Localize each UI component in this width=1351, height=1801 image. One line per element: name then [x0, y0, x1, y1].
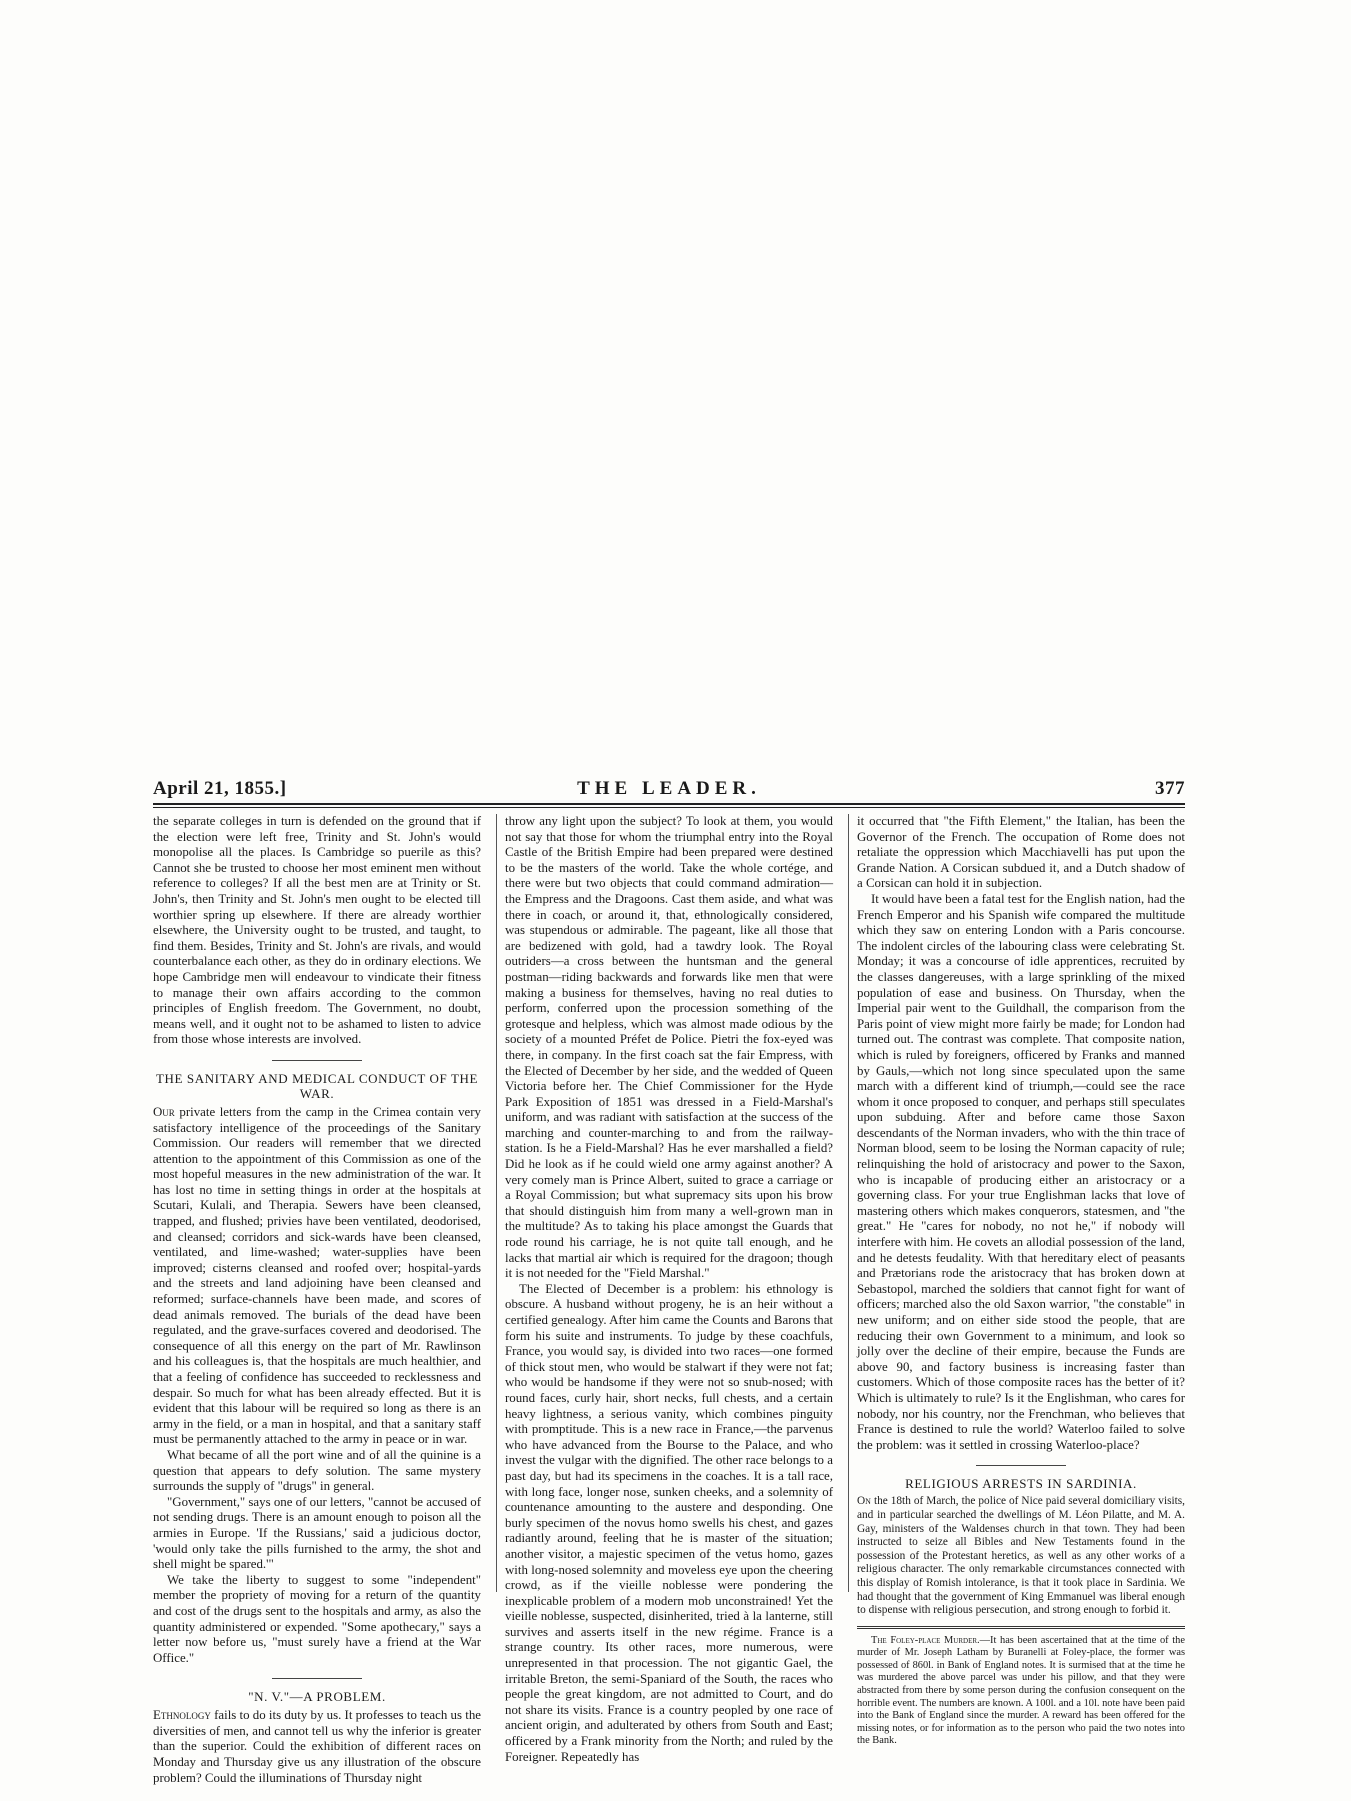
- header-rule-thin: [153, 807, 1185, 808]
- paragraph-fifth-element: it occurred that "the Fifth Element," the Italian, has been the Governor of the French. The occupation of Rome does not retaliate the oppression which Macchiavelli has put upon the Grande Nation. A Corsican subdued it, and a Dutch shadow of a Corsican can hold it in subjection.: [857, 814, 1185, 891]
- lead-word: Our: [153, 1104, 175, 1119]
- section-separator: [976, 1465, 1066, 1466]
- page-header: [153, 778, 1185, 800]
- paragraph-sanitary: [153, 1105, 481, 1448]
- section-separator: [272, 1678, 362, 1679]
- note-text: —It has been ascertained that at the time of the murder of Mr. Joseph Latham by Buranelli at Foley-place, the former was possessed of 860l. in Bank of England notes. It is surmised that at the time he was murdered the above parcel was under his pillow, and that they were abstracted from there by some person during the confusion consequent on the horrible event. The numbers are known. A 100l. and a 10l. note have been paid into the Bank of England since the murder. A reward has been offered for the missing notes, or for information as to the person who paid the two notes into the Bank.: [857, 1634, 1185, 1747]
- paragraph-fatal-test: It would have been a fatal test for the English nation, had the French Emperor and his Spanish wife compared the multitude which they saw on entering London with a Paris concourse. The indolent circles of the labouring class were celebrating St. Monday; it was a concourse of idle apprentices, recruited by the classes dangereuses, with a large sprinkling of the mixed population of ease and business. On Thursday, when the Imperial pair went to the Guildhall, the comparison from the Paris point of view might more fairly be made; for London had turned out. The contrast was complete. That composite nation, which is ruled by foreigners, officered by Franks and manned by Gauls,—which not long since speculated upon the same march with a different kind of triumph,—could see the race whom it once proposed to conquer, and perhaps still speculates upon subduing. After and before came those Saxon descendants of the Norman invaders, who with the thin trace of Norman blood, seem to be losing the Norman capacity of rule; relinquishing the hold of aristocracy and power to the Saxon, who is incapable of producing either an aristocracy or a governing class. For your true Englishman lacks that love of mastering others which makes conquerors, statesmen, and "the great." He "cares for nobody, no not he," if nobody will interfere with him. He covets an allodial possession of the land, and he detests feudality. With that hereditary elect of peasants and Prætorians rode the aristocracy that has broken down at Sebastopol, marched the soldiers that cannot fight for want of officers; marched also the old Saxon warrior, "the constable" in new uniform; and on either side stood the people, that are reducing their own Government to a minimum, and look so jolly over the decline of their empire, because the Funds are above 90, and factory business is increasing faster than customers. Which of those composite races has the better of it? Which is ultimately to rule? Is it the Englishman, who cares for nobody, nor his country, nor the Frenchman, who believes that France is destined to rule the world? Waterloo failed to solve the problem: was it settled in crossing Waterloo-place?: [857, 891, 1185, 1452]
- double-rule: [857, 1626, 1185, 1629]
- column-1: [153, 814, 481, 1785]
- paragraph-text: fails to do its duty by us. It professes to teach us the diversities of men, and cannot tell us why the inferior is greater than the superior. Could the exhibition of different races on Monday and Thursday give us any illustration of the obscure problem? Could the illuminations of Thursday night: [153, 1708, 481, 1785]
- paragraph-elected-of-december: The Elected of December is a problem: his ethnology is obscure. A husband without progeny, he is an heir without a certified genealogy. After him came the Counts and Barons that form his suite and instruments. To judge by these coachfuls, France, you would say, is divided into two races—one formed of thick stout men, who would be stalwart if they were not fat; who would be handsome if they were not so snub-nosed; with round faces, curly hair, short necks, full chests, and a certain heavy lightness, a serious vanity, which combines pinguity with promptitude. This is a new race in France,—the parvenus who have advanced from the Bourse to the Palace, and who invest the vulgar with the dignified. The other race belongs to a past day, but had its specimens in the coaches. It is a tall race, with long face, longer nose, sunken cheeks, and a solemnity of countenance amounting to the austere and desponding. One burly specimen of the novus homo swells his chest, and gazes radiantly around, feeling that he is master of the situation; another visitor, a majestic specimen of the vetus homo, gazes with long-nosed solemnity and moveless eye upon the cheering crowd, as if the vieille noblesse were pondering the inexplicable problem of a modern mob unconstrained! Yet the vieille noblesse, suspected, disinherited, tried à la lanterne, still survives and asserts itself in the new régime. France is a strange country. Its other races, more numerous, were unrepresented in that procession. The not gigantic Gael, the irritable Breton, the semi-Spaniard of the South, the races who people the great kingdom, are not admitted to Court, and do not share its visits. France is a country peopled by one race of ancient origin, and adulterated by others from South and East; officered by a Frank minority from the North; and ruled by the Foreigner. Repeatedly has: [505, 1281, 833, 1764]
- column-2: [505, 814, 833, 1764]
- lead-word: Ethnology: [153, 1708, 211, 1723]
- page-number: 377: [1155, 778, 1185, 799]
- paragraph-port-wine: What became of all the port wine and of all the quinine is a question that appears to defy solution. The same mystery surrounds the supply of "drugs" in general.: [153, 1447, 481, 1494]
- column-divider-2: [848, 814, 849, 1592]
- issue-date: April 21, 1855.]: [153, 778, 287, 799]
- column-divider-1: [496, 814, 497, 1592]
- newspaper-title: THE LEADER.: [577, 778, 761, 799]
- paragraph-religious-arrests: [857, 1495, 1185, 1617]
- section-separator: [272, 1060, 362, 1061]
- paragraph-procession: throw any light upon the subject? To look at them, you would not say that those for whom the triumphal entry into the Royal Castle of the British Empire had been prepared were destined to be the masters of the world. Take the whole cortége, and there were but two objects that could command admiration—the Empress and the Dragoons. Cast them aside, and what was there in coach, or around it, that, ethnologically considered, was stupendous or admirable. The pageant, like all those that are bedizened with gold, had a tawdry look. The Royal outriders—a cross between the huntsman and the general postman—riding backwards and forwards like men that were making a business for themselves, having no real duties to perform, conferred upon the procession something of the grotesque and helpless, which was almost made odious by the society of a mounted Préfet de Police. Pietri the fox-eyed was there, in company. In the first coach sat the fair Empress, with the Elected of December by her side, and the wedded of Queen Victoria before her. The Chief Commissioner for the Hyde Park Exposition of 1851 was dressed in a Field-Marshal's uniform, and was radiant with satisfaction at the success of the marching and counter-marching to and from the railway-station. Is he a Field-Marshal? Has he ever marshalled a field? Did he look as if he could wield one army against another? A very comely man is Prince Albert, suited to grace a carriage or a Royal Commission; but what supremacy sits upon his brow that should distinguish him from many a well-grown man in the multitude? As to taking his place amongst the Guards that rode round his carriage, he is not quite tall enough, and he lacks that martial air which is required for the dragoon; though it is not needed for the "Field Marshal.": [505, 814, 833, 1281]
- heading-sanitary: THE SANITARY AND MEDICAL CONDUCT OF THE WAR.: [155, 1070, 479, 1101]
- paragraph-cambridge: the separate colleges in turn is defended on the ground that if the election were left free, Trinity and St. John's would monopolise all the places. Is Cambridge so puerile as this? Cannot she be trusted to choose her most eminent men without reference to colleges? If all the best men are at Trinity or St. John's, then Trinity and St. John's men ought to be elected till worthier spring up elsewhere. If there are already worthier elsewhere, the University ought to be trusted, and taught, to find them. Besides, Trinity and St. John's are rivals, and would counterbalance each other, as they do in ordinary elections. We hope Cambridge men will endeavour to vindicate their fitness to manage their own affairs according to the common principles of English freedom. The Government, no doubt, means well, and it ought not to be ashamed to listen to advice from those whose interests are involved.: [153, 814, 481, 1047]
- note-lead: The Foley-place Murder.: [871, 1634, 980, 1646]
- paragraph-foley-place-murder: [857, 1635, 1185, 1748]
- header-rule: [153, 803, 1185, 805]
- paragraph-suggestion: We take the liberty to suggest to some "independent" member the propriety of moving for a return of the quantity and cost of the drugs sent to the hospitals and army, as also the quantity administered or expended. "Some apothecary," says a letter now before us, "must surely have a friend at the War Office.": [153, 1572, 481, 1665]
- heading-religious-arrests: RELIGIOUS ARRESTS IN SARDINIA.: [905, 1476, 1137, 1492]
- paragraph-government-letter: "Government," says one of our letters, "cannot be accused of not sending drugs. There is an amount enough to poison all the armies in Europe. 'If the Russians,' said a judicious doctor, 'would only take the pills furnished to the army, the shot and shell might be spared.'": [153, 1494, 481, 1572]
- paragraph-text: private letters from the camp in the Crimea contain very satisfactory intelligence of the proceedings of the Sanitary Commission. Our readers will remember that we directed attention to the appointment of this Commission as one of the most hopeful measures in the new administration of the war. It has lost no time in setting things in order at the hospitals at Scutari, Kulali, and Therapia. Sewers have been cleansed, trapped, and flushed; privies have been ventilated, deodorised, and cleansed; corridors and sick-wards have been cleansed, ventilated, and lime-washed; water-supplies have been improved; cisterns cleansed and roofed over; hospital-yards and the streets and land adjoining have been cleansed and reformed; surface-channels have been made, and scores of dead animals removed. The burials of the dead have been regulated, and the grave-surfaces covered and deodorised. The consequence of all this energy on the part of Mr. Rawlinson and his colleagues is, that the hospitals are much healthier, and that a feeling of confidence has succeeded to recklessness and despair. So much for what has been already effected. But it is evident that this labour will be required so long as there is an army in the field, or a man in hospital, and that a sanitary staff must be permanently attached to the army in peace or in war.: [153, 1104, 481, 1447]
- paragraph-ethnology: [153, 1708, 481, 1786]
- column-3: [857, 814, 1185, 1747]
- paragraph-text: the 18th of March, the police of Nice paid several domiciliary visits, and in particular searched the dwellings of M. Léon Pilatte, and M. A. Gay, ministers of the Waldenses church in that town. They had been instructed to seize all Bibles and New Testaments found in the possession of the Protestant heretics, as well as any other works of a religious character. The only remarkable circumstances connected with this display of Romish intolerance, is that it took place in Sardinia. We had thought that the government of King Emmanuel was liberal enough to dispense with religious persecution, and strong enough to forbid it.: [857, 1495, 1185, 1617]
- heading-nv-problem: "N. V."—A PROBLEM.: [248, 1689, 386, 1705]
- lead-word: On: [857, 1495, 871, 1508]
